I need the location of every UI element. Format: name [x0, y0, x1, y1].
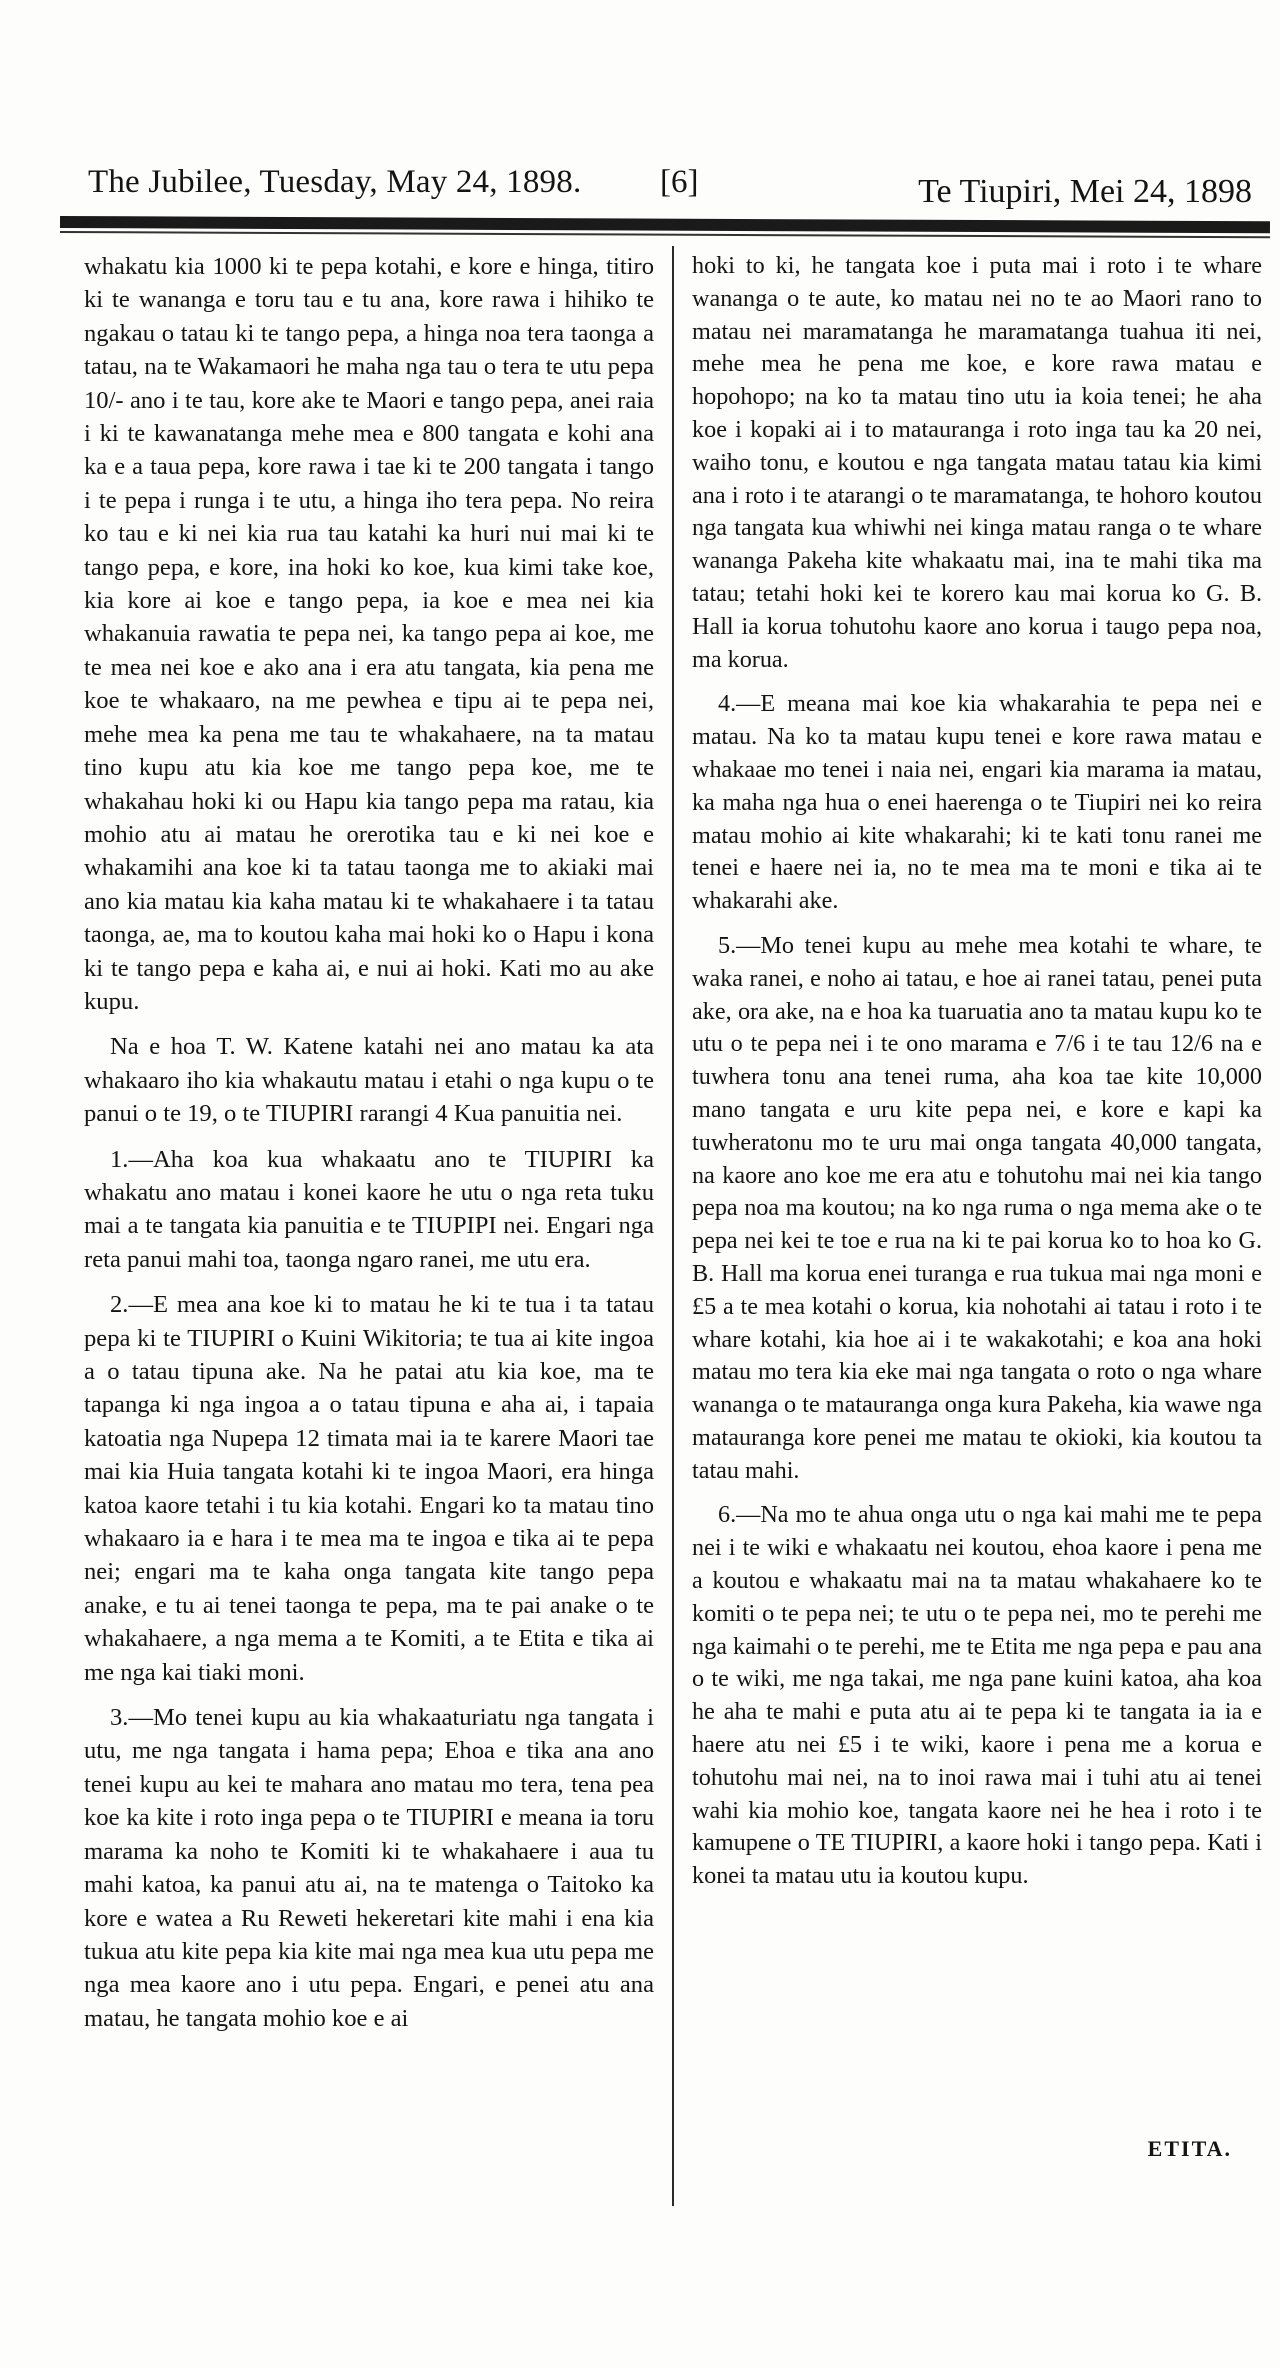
paragraph: whakatu kia 1000 ki te pepa kotahi, e kore e hinga, titiro ki te wananga e toru tau e tu ana, kore rawa i hihiko te ngakau o tatau ki te tango pepa, a hinga noa tera taonga a tatau, na te Wakamaori he maha nga tau o tera te utu pepa 10/- ano i te tau, kore ake te Maori e tango pepa, anei raia i ki te kawanatanga mehe mea e 800 tangata e kohi ana ka e a taua pepa, kore rawa i tae ki te 200 tangata i tango i te pepa i runga i te utu, a hinga iho tera pepa. No reira ko tau e ki nei kia rua tau katahi ka huri nui mai ki te tango pepa, e kore, ina hoki ko koe, kua kimi take koe, kia kore ai koe e tango pepa, ia koe e mea nei kia whakanuia rawatia te pepa nei, ka tango pepa ai koe, me te mea nei koe e ako ana i era atu tangata, kia pena me koe te whakaaro, na me pewhea e tipu ai te pepa nei, mehe mea ka pena me tau te whakahaere, na ta matau tino kupu atu kia koe me tango pepa koe, me te whakahau hoki ki ou Hapu kia tango pepa ma ratau, kia mohio atu ai matau he orerotika tau e ki nei koe e whakamihi ana koe ki ta tatau taonga me to akiaki mai ano kia matau kia kaha matau ki te whakahaere i ta tatau taonga, ae, ma to koutou kaha mai hoki ko o Hapu i kona ki te tango pepa e kaha ai, e nui ai hoki. Kati mo au ake kupu.	[84, 253, 654, 1015]
paragraph: 5.—Mo tenei kupu au mehe mea kotahi te whare, te waka ranei, e noho ai tatau, e hoe ai ranei tatau, penei puta ake, ora ake, na e hoa ka tuaruatia ano ta matau kupu ko te utu o te pepa nei i te ono marama e 7/6 i te tau 12/6 na e tuwhera tonu ana tenei ruma, aha koa tae kite 10,000 mano tangata e uru kite pepa nei, e kore e kapi ka tuwheratonu mo te uru mai onga tangata 40,000 tangata, na kaore ano koe me era atu e tohutohu mai nei kia tango pepa noa ma koutou; na ko nga ruma o nga mema ake o te pepa nei kei te toe e rua na ki te pai korua ko to hoa ko G. B. Hall ma korua enei turanga e rua tukua mai nga moni e £5 a te mea kotahi o korua, kia nohotahi ai tatau i roto i te whare kotahi, kia hoe ai i te wakakotahi; e koa ana hoki matau mo tera kia eke mai nga tangata o roto o nga whare wananga o te matauranga onga kura Pakeha, kia wawe nga matauranga kore penei me matau te okioki, kia koutou ta tatau mahi.	[692, 931, 1262, 1484]
page-header	[88, 150, 1252, 210]
header-date-english: The Jubilee, Tuesday, May 24, 1898.	[88, 164, 582, 200]
left-column	[84, 250, 654, 2035]
paragraph: Na e hoa T. W. Katene katahi nei ano matau ka ata whakaaro iho kia whakautu matau i etahi o nga kupu o te panui o te 19, o te TIUPIRI rarangi 4 Kua panuitia nei.	[84, 1033, 654, 1128]
paragraph: 1.—Aha koa kua whakaatu ano te TIUPIRI ka whakatu ano matau i konei kaore he utu o nga reta tuku mai a te tangata kia panuitia e te TIUPIPI nei. Engari nga reta panui mahi toa, taonga ngaro ranei, me utu era.	[84, 1145, 654, 1273]
paragraph: 4.—E meana mai koe kia whakarahia te pepa nei e matau. Na ko ta matau kupu tenei e kore rawa matau e whakaae mo tenei i naia nei, engari kia marama ia matau, ka maha nga hua o enei haerenga o te Tiupiri nei ko reira matau mohio ai kite whakarahi; ki te kati tonu ranei me tenei e haere nei ia, no te mea ma te moni e tika ai te whakarahi ake.	[692, 690, 1262, 915]
header-date-maori: Te Tiupiri, Mei 24, 1898	[918, 173, 1252, 210]
paragraph: 2.—E mea ana koe ki to matau he ki te tua i ta tatau pepa ki te TIUPIRI o Kuini Wikitoria; te tua ai kite ingoa a o tatau tipuna ake. Na he patai atu kia koe, ma te tapanga ki nga ingoa a o tatau tipuna e aha ai, i tapaia katoatia nga Nupepa 12 timata mai ia te karere Maori tae mai kia Huia tangata kotahi ki te ingoa Maori, era hinga katoa kaore tetahi i tu kia kotahi. Engari ko ta matau tino whakaaro ia e hara i te mea ma te ingoa e tika ai te pepa nei; engari ma te kaha onga tangata kite tango pepa anake, e tu ai tenei taonga te pepa, ma te pai anake o te whakahaere, a nga mema a te Komiti, a te Etita e tika ai me nga kai tiaki moni.	[84, 1291, 654, 1686]
right-column	[692, 250, 1262, 1893]
paragraph: 6.—Na mo te ahua onga utu o nga kai mahi me te pepa nei i te wiki e whakaatu nei koutou, ehoa kaore i pena me a koutou e whakaatu mai na ta matau whakahaere ko te komiti o te pepa nei; te utu o te pepa nei, mo te perehi me nga kaimahi o te perehi, me te Etita me nga pepa e pau ana o te wiki, me nga takai, me nga pane kuini katoa, aha koa he aha te mahi e puta atu ai te pepa ki te tangata ia ia e haere atu nei £5 i te wiki, kaore i pena me a korua e tohutohu mai nei, na to inoi rawa mai i tuhi atu ai tenei wahi kia mohio koe, tangata kaore nei he hea i roto i te kamupene o TE TIUPIRI, a kaore hoki i tango pepa. Kati i konei ta matau utu ia koutou kupu.	[692, 1501, 1262, 1890]
paragraph: hoki to ki, he tangata koe i puta mai i roto i te whare wananga o te aute, ko matau nei no te ao Maori rano to matau nei maramatanga he maramatanga tuahua iti nei, mehe mea he pena me koe, e kore rawa matau e hopohopo; na ko ta matau tino utu ia koia tenei; he aha koe i kopaki ai i to matauranga i roto inga tau ka 20 nei, waiho tonu, e koutou e nga tangata matau tatau kia kimi ana i roto i te atarangi o te maramatanga, te hohoro koutou nga tangata kua whiwhi nei kinga matau ranga o te whare wananga Pakeha kite whakaatu mai, ina te mahi tika ma tatau; tetahi hoki kei te korero kau mai korua ko G. B. Hall ia korua tohutohu kaore ano korua i taugo pepa noa, ma korua.	[692, 252, 1262, 673]
paragraph: 3.—Mo tenei kupu au kia whakaaturiatu nga tangata i utu, me nga tangata i hama pepa; Ehoa e tika ana ano tenei kupu au kei te mahara ano matau mo tera, tena pea koe ka kite i roto inga pepa o te TIUPIRI e meana ia toru marama ka noho te Komiti ki te whakahaere i aua tu mahi katoa, ka panui atu ai, na te matenga o Taitoko ka kore e watea a Ru Reweti hekeretari kite mahi i ena kia tukua atu kite pepa kia kite mai nga mea kua utu pepa me nga mea kaore ano i utu pepa. Engari, e penei atu ana matau, he tangata mohio koe e ai	[84, 1704, 654, 2032]
page-number: [6]	[660, 164, 699, 200]
column-divider	[672, 246, 674, 2206]
editor-signature: ETITA.	[1147, 2136, 1232, 2161]
header-rule-thick	[60, 216, 1270, 233]
